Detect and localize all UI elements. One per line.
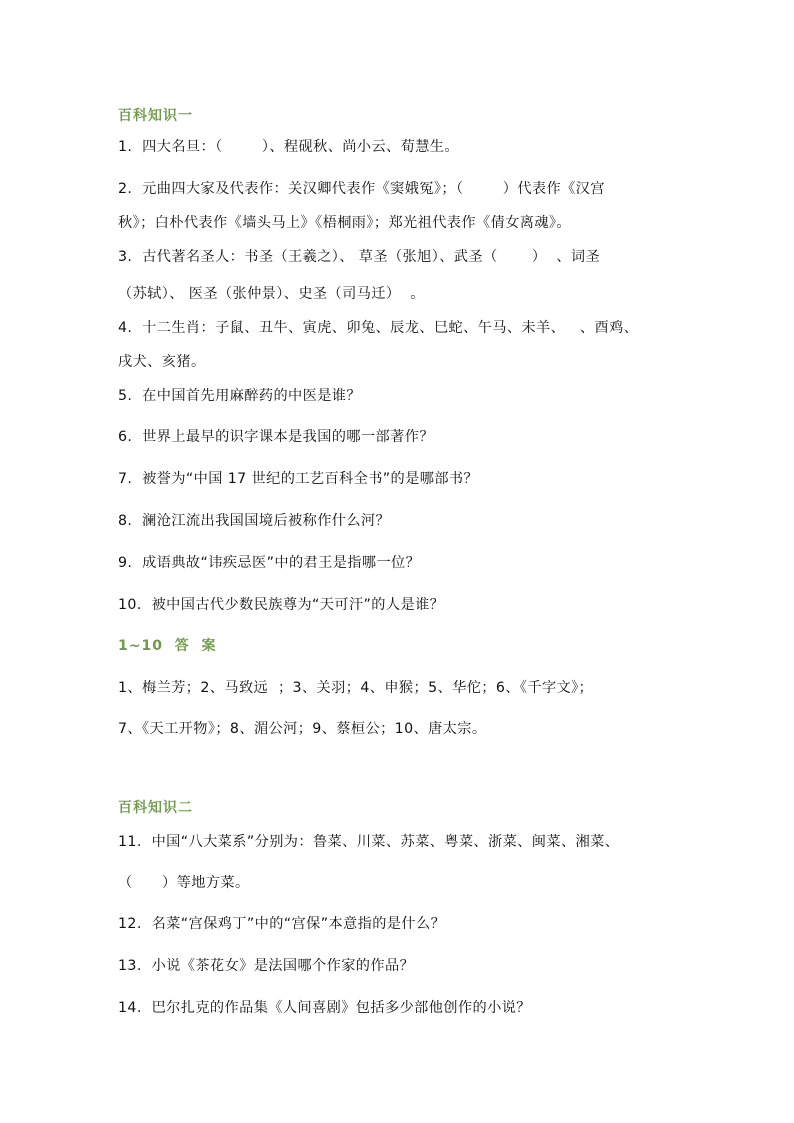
question-line: 7. 被誉为“中国 17 世纪的工艺百科全书”的是哪部书？	[118, 471, 479, 487]
question-line: 13. 小说《茶花女》是法国哪个作家的作品？	[118, 958, 415, 974]
answer-line: 7、《天工开物》；8、湄公河；9、蔡桓公；10、唐太宗。	[118, 721, 487, 737]
question-line: 6. 世界上最早的识字课本是我国的哪一部著作？	[118, 429, 434, 445]
question-line: 3. 古代著名圣人：书圣（王羲之）、 草圣（张旭）、武圣（ ） 、词圣	[118, 249, 601, 265]
question-line: 9. 成语典故“讳疾忌医”中的君王是指哪一位？	[118, 555, 421, 571]
answers-heading: 1~10 答 案	[118, 638, 217, 654]
question-line: 12. 名菜“宫保鸡丁”中的“宫保”本意指的是什么？	[118, 916, 446, 932]
question-line: 1. 四大名旦：（ ）、程砚秋、尚小云、荀慧生。	[118, 139, 459, 155]
question-line: 秋》；白朴代表作《墙头马上》《梧桐雨》；郑光祖代表作《倩女离魂》。	[118, 215, 571, 231]
question-line: 2. 元曲四大家及代表作：关汉卿代表作《窦娥冤》；（ ）代表作《汉宫	[118, 181, 605, 197]
question-line: 4. 十二生肖：子鼠、丑牛、寅虎、卯兔、辰龙、巳蛇、午马、未羊、 、酉鸡、	[118, 320, 639, 336]
question-line: 8. 澜沧江流出我国国境后被称作什么河？	[118, 513, 391, 529]
section-heading-1: 百科知识一	[118, 108, 193, 124]
question-line: （ ）等地方菜。	[118, 875, 250, 891]
section-heading-2: 百科知识二	[118, 800, 193, 816]
question-line: 11. 中国“八大菜系”分别为：鲁菜、川菜、苏菜、粤菜、浙菜、闽菜、湘菜、	[118, 834, 620, 850]
answer-line: 1、梅兰芳；2、马致远 ；3、关羽；4、申猴；5、华佗；6、《千字文》；	[118, 680, 594, 696]
question-line: 5. 在中国首先用麻醉药的中医是谁？	[118, 388, 361, 404]
question-line: 10. 被中国古代少数民族尊为“天可汗”的人是谁？	[118, 597, 445, 613]
question-line: 14. 巴尔扎克的作品集《人间喜剧》包括多少部他创作的小说？	[118, 1000, 531, 1016]
question-line: 戌犬、亥猪。	[118, 354, 206, 370]
question-line: （苏轼）、 医圣（张仲景）、史圣（司马迁） 。	[118, 286, 425, 302]
